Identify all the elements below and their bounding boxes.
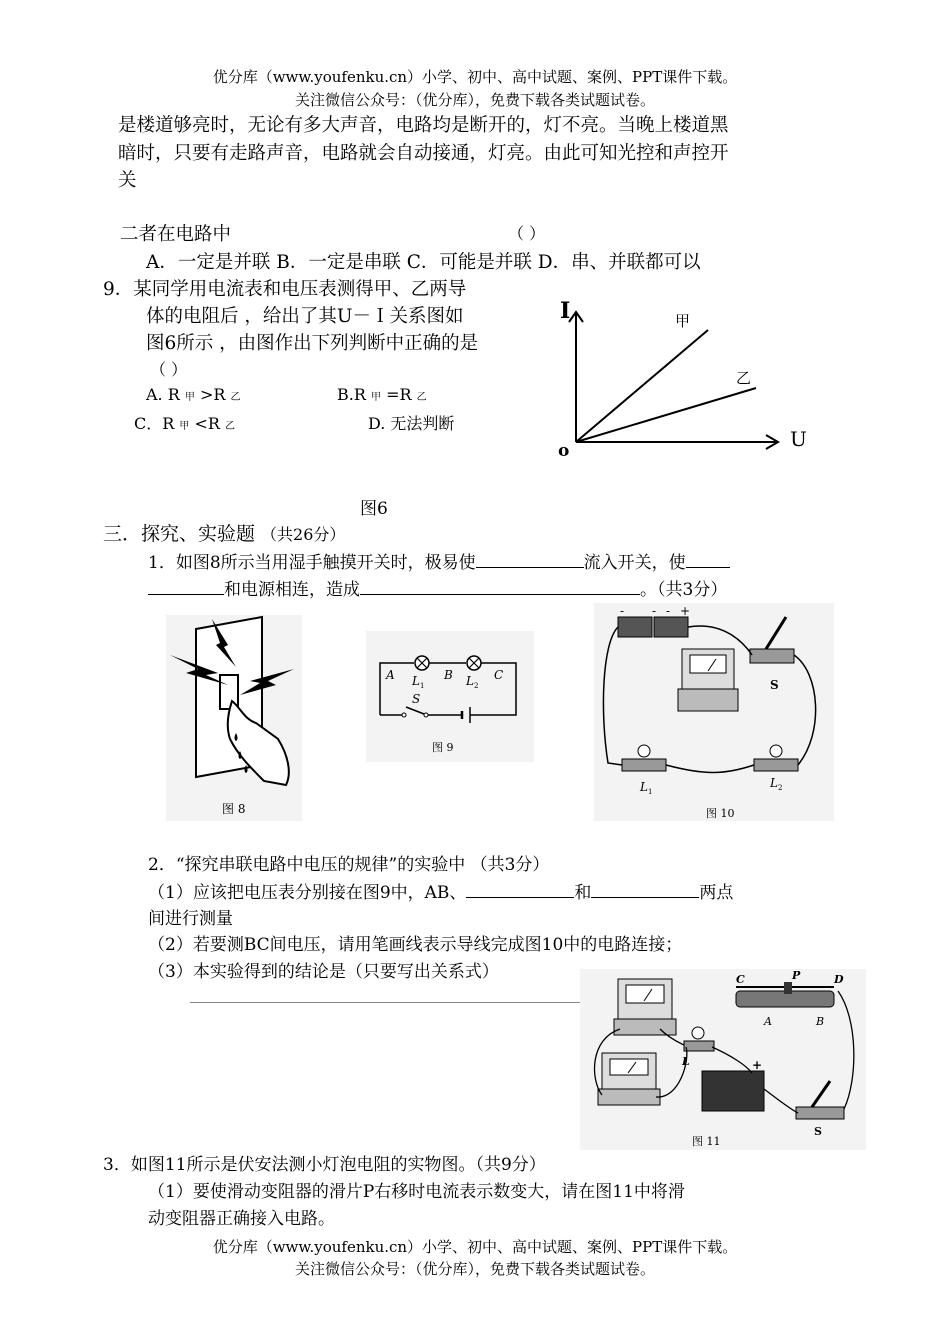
figure-10 — [594, 603, 834, 821]
q9-option-b: B.R 甲 =R 乙 — [337, 385, 427, 404]
wire — [838, 991, 854, 1109]
p3-sub-1-cont: 动变阻器正确接入电路。 — [148, 1209, 335, 1229]
label-l2-sub: 2 — [778, 784, 783, 792]
label-s: S — [412, 692, 421, 706]
label-l1-sub: 1 — [648, 788, 653, 796]
q9-option-d: D. 无法判断 — [368, 414, 455, 433]
wire — [764, 1089, 798, 1113]
label-d: D — [834, 973, 844, 986]
q8-line-2: 暗时，只要有走路声音，电路就会自动接通，灯亮。由此可知光控和声控开 — [118, 143, 729, 164]
q9-option-a: A. R 甲 >R 乙 — [146, 385, 241, 404]
switch-base-icon — [750, 649, 794, 663]
label-l1-sub: 1 — [420, 682, 425, 690]
wire — [666, 765, 754, 773]
switch-base-icon — [796, 1107, 844, 1119]
label-p: P — [792, 969, 801, 982]
switch-lever-icon — [766, 617, 786, 649]
figure-11-caption: 图 11 — [692, 1135, 721, 1148]
q9-line-3: 图6所示 ，由图作出下列判断中正确的是 — [146, 333, 479, 354]
footer-line-2: 关注微信公众号：（优分库），免费下载各类试题试卷。 — [294, 1260, 655, 1278]
q8-answer-bracket: （ ） — [508, 224, 546, 243]
label-l1: L — [640, 780, 648, 794]
line-yi — [576, 388, 756, 442]
label-s: S — [814, 1125, 822, 1138]
label-b: B — [444, 668, 453, 682]
rheostat-slider — [784, 982, 792, 994]
lamp-holder-l2 — [754, 759, 798, 771]
switch-contact — [424, 713, 428, 717]
label-a: A — [386, 668, 395, 682]
battery-terminal-label: - — [666, 604, 671, 618]
p3-title: 3．如图11所示是伏安法测小灯泡电阻的实物图。（共9分） — [103, 1155, 546, 1175]
p1-line-1: 1．如图8所示当用湿手触摸开关时，极易使 流入开关，使 — [148, 548, 730, 573]
p2-sub-2: （2）若要测BC间电压，请用笔画线表示导线完成图10中的电路连接； — [148, 935, 683, 955]
battery-icon — [702, 1071, 764, 1111]
wire — [603, 627, 622, 765]
voltmeter-base — [678, 689, 738, 711]
q9-line-2: 体的电阻后 ，给出了其U－Ｉ关系图如 — [146, 306, 464, 327]
line-jia — [576, 330, 708, 442]
figure-11 — [580, 969, 866, 1150]
line-yi-label: 乙 — [736, 369, 752, 387]
label-c: C — [736, 973, 745, 986]
figure-11-circuit — [580, 969, 866, 1150]
label-l2: L — [466, 674, 474, 688]
voltmeter-base — [614, 1019, 676, 1035]
switch-blade — [406, 707, 424, 714]
label-l: L — [682, 1055, 690, 1068]
switch-contact — [402, 713, 406, 717]
figure-6-graph — [548, 292, 818, 464]
section-3-title: 三．探究、实验题 （共26分） — [103, 523, 346, 545]
label-l2-sub: 2 — [474, 682, 479, 690]
label-s: S — [770, 678, 779, 692]
figure-8-caption: 图 8 — [222, 802, 246, 816]
figure-6-caption: 图6 — [360, 499, 388, 519]
battery-terminal-label: - — [620, 604, 625, 618]
figure-8-drawing — [166, 615, 302, 821]
figure-10-circuit — [594, 603, 834, 821]
p2-title: 2．“探究串联电路中电压的规律”的实验中 （共3分） — [148, 855, 550, 875]
figure-10-caption: 图 10 — [706, 807, 735, 820]
lamp-icon — [692, 1027, 704, 1039]
label-a: A — [764, 1015, 772, 1028]
p2-sub-3: （3）本实验得到的结论是（只要写出关系式） — [148, 962, 499, 982]
label-l2: L — [770, 776, 778, 790]
p2-sub-1: （1）应该把电压表分别接在图9中，AB、 和 两点 — [148, 878, 733, 903]
lamp-holder-l1 — [622, 759, 666, 771]
battery-terminal-label: + — [680, 604, 691, 618]
lamp-l1-icon — [638, 745, 650, 757]
battery-icon — [618, 617, 652, 637]
switch-lever-icon — [812, 1081, 830, 1107]
q9-line-1: 9．某同学用电流表和电压表测得甲、乙两导 — [103, 279, 467, 300]
q8-line-3: 关 — [118, 170, 137, 191]
line-jia-label: 甲 — [675, 312, 691, 330]
p2-sub-1-cont: 间进行测量 — [148, 909, 233, 929]
label-plus: + — [752, 1058, 763, 1072]
origin-label: o — [558, 441, 570, 461]
y-axis-label: I — [560, 298, 571, 324]
figure-8 — [166, 615, 302, 821]
q8-line-1: 是楼道够亮时，无论有多大声音，电路均是断开的，灯不亮。当晚上楼道黑 — [118, 115, 729, 136]
lamp-l2-icon — [770, 745, 782, 757]
header-line-1: 优分库（www.youfenku.cn）小学、初中、高中试题、案例、PPT课件下载。 — [212, 68, 738, 86]
figure-9-caption: 图 9 — [432, 741, 454, 754]
ammeter-base — [598, 1089, 660, 1105]
q8-options: A．一定是并联 B．一定是串联 C．可能是并联 D．串、并联都可以 — [146, 252, 701, 273]
label-l1: L — [412, 674, 420, 688]
header-line-2: 关注微信公众号：（优分库），免费下载各类试题试卷。 — [294, 91, 655, 109]
figure-9 — [366, 631, 534, 762]
q9-option-c: C．R 甲 <R 乙 — [134, 414, 236, 433]
wire — [712, 1047, 752, 1073]
p3-sub-1: （1）要使滑动变阻器的滑片P右移时电流表示数变大，请在图11中将滑 — [148, 1182, 685, 1202]
label-b: B — [816, 1015, 825, 1028]
battery-terminal-label: - — [652, 604, 657, 618]
q8-line-4: 二者在电路中 — [120, 224, 232, 245]
p2-answer-line — [190, 1002, 580, 1003]
q9-answer-bracket: （ ） — [150, 360, 188, 379]
p1-line-2: 和电源相连，造成 。（共3分） — [148, 575, 727, 600]
wire — [794, 655, 816, 765]
label-c: C — [494, 668, 504, 682]
figure-9-circuit — [366, 631, 534, 762]
x-axis-label: U — [790, 427, 807, 451]
lamp-holder — [684, 1041, 714, 1051]
ammeter-dial — [610, 1059, 648, 1075]
footer-line-1: 优分库（www.youfenku.cn）小学、初中、高中试题、案例、PPT课件下载。 — [212, 1238, 738, 1256]
battery-icon — [654, 617, 688, 637]
